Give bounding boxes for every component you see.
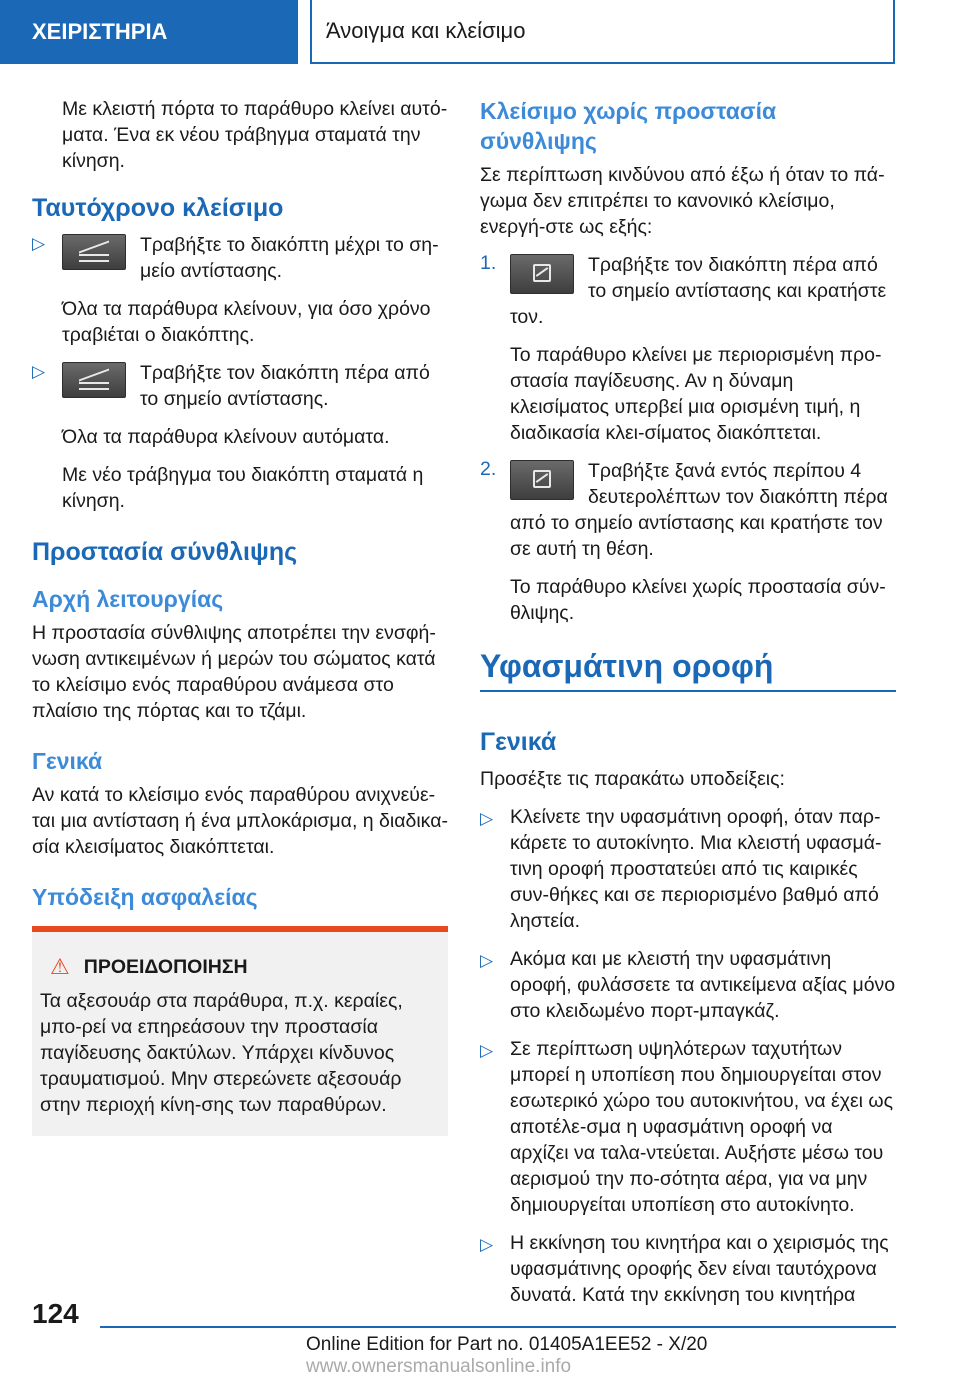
- step-number: 1.: [480, 252, 497, 274]
- step-note: Με νέο τράβηγμα του διακόπτη σταματά η κίνηση.: [62, 464, 424, 512]
- warning-title: ΠΡΟΕΙΔΟΠΟΙΗΣΗ: [83, 955, 248, 978]
- triangle-bullet-icon: ▷: [32, 362, 46, 381]
- warning-box: [32, 926, 448, 1136]
- fabric-roof-heading: Υφασμάτινη οροφή: [480, 648, 774, 684]
- window-switch-icon: [62, 362, 126, 398]
- principle-text: Η προστασία σύνθλιψης αποτρέπει την ενσφή-νωση αντικειμένων ή μερών του σώματος κατά το κλείσιμο ενός παραθύρου ανάμεσα στο πλαίσιο της πόρτας και το τζάμι.: [32, 622, 436, 722]
- pinch-protection-heading: Προστασία σύνθλιψης: [32, 538, 298, 566]
- bullet-text: Κλείνετε την υφασμάτινη οροφή, όταν παρ-κάρετε το αυτοκίνητο. Μια κλειστή υφασμά-τινη οροφή προστατεύει από τις καιρικές συν-θήκες και σε περιορισμένο βαθμό από ληστεία.: [510, 806, 882, 932]
- section-title: ΧΕΙΡΙΣΤΗΡΙΑ: [32, 19, 168, 44]
- triangle-bullet-icon: ▷: [32, 234, 46, 253]
- section-tab: [0, 0, 298, 64]
- step-text: Τραβήξτε τον διακόπτη πέρα από το σημείο αντίστασης και κρατήστε τον.: [510, 254, 887, 328]
- warning-triangle-icon: ⚠: [50, 954, 70, 979]
- intro-paragraph: Με κλειστή πόρτα το παράθυρο κλείνει αυτό-ματα. Ένα εκ νέου τράβηγμα σταματά την κίνηση.: [62, 98, 448, 172]
- no-protection-intro: Σε περίπτωση κινδύνου από έξω ή όταν το πά-γωμα δεν επιτρέπει το κανονικό κλείσιμο, ενεργή-στε ως εξής:: [480, 164, 885, 238]
- warning-text: Τα αξεσουάρ στα παράθυρα, π.χ. κεραίες, μπο-ρεί να επηρεάσουν την προστασία παγίδευσης δακτύλων. Υπάρχει κίνδυνος τραυματισμού. Μην στερεώνετε αξεσουάρ στην περιοχή κίνη-σης των παραθύρων.: [40, 990, 403, 1116]
- triangle-bullet-icon: ▷: [480, 951, 494, 970]
- safety-heading: Υπόδειξη ασφαλείας: [32, 884, 258, 910]
- roof-heading-wrap: [480, 646, 896, 692]
- step-item: [32, 360, 448, 514]
- general-text: Αν κατά το κλείσιμο ενός παραθύρου ανιχνεύε-ται μια αντίσταση ή ένα μπλοκάρισμα, η διαδικα-σία κλεισίματος διακόπτεται.: [32, 784, 448, 858]
- step-text: Τραβήξτε τον διακόπτη πέρα από το σημείο αντίστασης.: [140, 362, 430, 410]
- right-column: [480, 96, 896, 1320]
- no-protection-heading: Κλείσιμο χωρίς προστασία σύνθλιψης: [480, 98, 777, 154]
- footer-edition: [306, 1334, 960, 1378]
- roof-bullet: [480, 1230, 896, 1308]
- edition-text: Online Edition for Part no. 01405A1EE52 - X/20: [306, 1334, 708, 1355]
- roof-bullet: [480, 1036, 896, 1218]
- chapter-tab: [310, 0, 895, 64]
- bullet-text: Σε περίπτωση υψηλότερων ταχυτήτων μπορεί η υποπίεση που δημιουργείται στον εσωτερικό χώρο του αυτοκινήτου, να έχει ως αποτέλε-σμα η υφασμάτινη οροφή να αρχίζει να ταλα-ντεύεται. Αυξήστε μέσω του αερισμού την πο-σότητα αέρα, για να μην δημιουργείται υποπίεση στο αυτοκίνητο.: [510, 1038, 894, 1216]
- numbered-step: [480, 458, 896, 626]
- window-switch-icon: [62, 234, 126, 270]
- triangle-bullet-icon: ▷: [480, 1235, 494, 1254]
- roof-bullet: [480, 946, 896, 1024]
- roof-switch-icon: [510, 254, 574, 294]
- bullet-text: Η εκκίνηση του κινητήρα και ο χειρισμός της υφασμάτινης οροφής δεν είναι ταυτόχρονα δυνατά. Κατά την εκκίνηση του κινητήρα: [510, 1232, 889, 1306]
- roof-general-heading: Γενικά: [480, 728, 557, 756]
- step-note: Το παράθυρο κλείνει χωρίς προστασία σύν-θλιψης.: [510, 576, 886, 624]
- step-number: 2.: [480, 458, 497, 480]
- numbered-step: [480, 252, 896, 446]
- general-heading: Γενικά: [32, 748, 103, 774]
- step-note: Όλα τα παράθυρα κλείνουν, για όσο χρόνο τραβιέται ο διακόπτης.: [62, 298, 431, 346]
- simultaneous-closing-heading: Ταυτόχρονο κλείσιμο: [32, 194, 284, 222]
- step-item: [32, 232, 448, 348]
- left-column: [32, 96, 448, 1136]
- chapter-title: Άνοιγμα και κλείσιμο: [326, 18, 526, 43]
- triangle-bullet-icon: ▷: [480, 809, 494, 828]
- watermark-text: www.ownersmanualsonline.info: [306, 1356, 572, 1377]
- footer-rule: [100, 1326, 896, 1328]
- step-text: Τραβήξτε το διακόπτη μέχρι το ση-μείο αντίστασης.: [140, 234, 439, 282]
- step-text: Τραβήξτε ξανά εντός περίπου 4 δευτερολέπτων τον διακόπτη πέρα από το σημείο αντίστασης και κρατήστε τον σε αυτή τη θέση.: [510, 460, 888, 560]
- roof-intro: Προσέξτε τις παρακάτω υποδείξεις:: [480, 768, 785, 790]
- page-number: 124: [32, 1298, 79, 1329]
- roof-bullet: [480, 804, 896, 934]
- warning-header: [40, 954, 434, 980]
- principle-heading: Αρχή λειτουργίας: [32, 586, 224, 612]
- step-note: Όλα τα παράθυρα κλείνουν αυτόματα.: [62, 426, 390, 448]
- bullet-text: Ακόμα και με κλειστή την υφασμάτινη οροφή, φυλάσσετε τα αντικείμενα αξίας μόνο στο κλειδωμένο πορτ-μπαγκάζ.: [510, 948, 896, 1022]
- triangle-bullet-icon: ▷: [480, 1041, 494, 1060]
- roof-switch-icon: [510, 460, 574, 500]
- step-note: Το παράθυρο κλείνει με περιορισμένη προ-στασία παγίδευσης. Αν η δύναμη κλεισίματος υπερβεί μια ορισμένη τιμή, η διαδικασία κλει-σίματος διακόπτεται.: [510, 344, 882, 444]
